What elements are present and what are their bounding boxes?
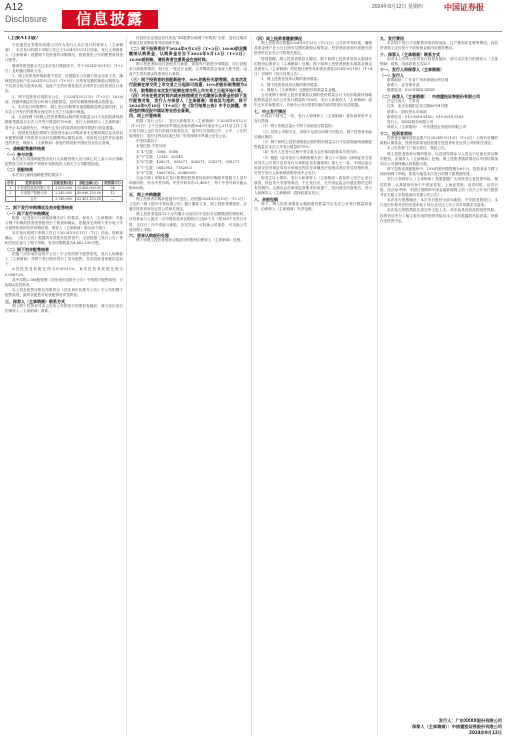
paragraph: （二）网下投资者应于2024年9月13日（T+2日）16:00前足额缴纳认购资金，认购资金应当于2024年9月13日（T+2日）16:00前到账，请投资者注意资金在途时间。: [129, 46, 247, 62]
column-4-body: [380, 36, 498, 224]
paragraph: 根据《证券发行与承销管理办法》的要求，保荐人（主承销商）对参与网下申购的投资者资格进行了核查和确认。依据深交所网下发行电子平台最终收到的有效申购结果，保荐人（主承销商）做出如下统计：: [5, 215, 123, 230]
paragraph: 末“6”位数：438271，638271，838271，238271，038271: [136, 160, 240, 165]
table-cell: 24: [103, 186, 123, 191]
issuer-line: 发行人：广东XXXX股份有限公司: [438, 718, 502, 723]
paragraph: 本公告所称“日”指交易日。特此公告。: [387, 146, 449, 151]
column-divider: [126, 36, 127, 736]
paragraph: 十二、投资者须知: [380, 130, 412, 136]
table-cell: 专项资产管理计划: [15, 191, 52, 196]
paragraph: 网上投资者放弃认购的股份，以及因结算参与人资金不足而无效认购的股份，由保荐人（主承销商）包销。网上投资者缴款情况以中国结算深圳分公司最终确认的数据为准。: [380, 151, 498, 166]
paragraph: 特别提醒，网上投资者缴款认购后，网下和网上投资者放弃认购部分的股份由保荐人（主承销商）包销。网下和网上投资者获配未缴款金额以及保荐人（主承销商）的包销比例等具体情况请见2024年9月18日（T+4日）刊登的《发行结果公告》。: [254, 56, 372, 77]
article-column-2: [129, 36, 247, 736]
paragraph: （三）网下投资者的获配新股中，90%的股份无限售期，自本次发行股票在深交所上市交易之日起即可流通；10%的股份限售期为6个月，限售期自本次发行股票在深交所上市交易之日起开始计算。: [129, 77, 247, 93]
paragraph: 当出现网下和网上投资者缴款认购的股份数量合计不足扣除最终战略配售数量后本次公开发行数量的70%时，发行人和保荐人（主承销商）将中止本次新股发行，并就中止发行的原因和后续安排进行信息披露。: [254, 93, 372, 108]
paragraph: 3、本次发行的股票中，网上发行的股票无流通限制及锁定期安排，自本次公开发行的股票在深交所上市之日起即可流通。: [5, 104, 123, 115]
paragraph: 联系地址：广东省广州市黄埔区科学城: [387, 77, 449, 82]
table-header-cell: 获配股数(股): [53, 180, 74, 185]
column-1-body: [5, 43, 123, 178]
column-divider: [377, 36, 378, 736]
paragraph: （4）发行人在发行过程中发生重大会后事项影响本次发行的；: [261, 150, 361, 155]
table-cell: 33,405,000.00: [76, 186, 101, 190]
paragraph: 三、保荐人（主承销商）联系方式: [5, 298, 65, 304]
paragraph: （5）根据《证券发行与承销管理办法》第五十六条和《深圳证券交易所首次公开发行证券发行与承销业务实施细则》第七十一条，中国证监会和深交所发现证券发行承销过程存在涉嫌违法违规或者存在异常情形的，可责令发行人和承销商暂停或中止发行。: [254, 155, 372, 175]
table-cell: 83,401,150.00: [76, 196, 101, 201]
section-label: Disclosure: [5, 14, 48, 24]
paragraph: （四）网上投资者缴款情况: [254, 36, 302, 41]
paragraph: （2）若网上申购不足，申购不足部分向网下回拨后，网下投资者未能足额认购的；: [254, 129, 372, 139]
paragraph: （四）对未在规定时间内或未按照规定方式缴纳认购资金的网下发行配售对象，发行人与保荐人（主承销商）将视其为违约，将于2024年9月18日（T+4日）在《发行结果公告》中予以披露，并将违约情况报中国证券业协会备案。: [129, 92, 247, 114]
paragraph: 网上网下投资者对本公告所公布的发行结果如有疑问，请与本次发行的保荐人（主承销商）联系。: [5, 303, 123, 313]
paragraph: 4、当出现网下和网上投资者缴款认购的股份数量合计不足扣除最终战略配售数量后本次公开发行数量的70%时，发行人和保荐人（主承销商）将中止本次新股发行，并就中止发行的原因和后续安排进行信息披露。: [5, 115, 123, 130]
paragraph: 八、余股包销: [254, 196, 278, 202]
table-cell: 1,500,000: [52, 186, 75, 191]
paragraph: 根据《发行公告》，发行人和保荐人（主承销商）于2024年9月12日（T+1日）上午在深圳市罗湖区深南东路5045号深业中心311室主持了本次发行网上定价发行的摇号抽签仪式。摇号仪式按照公开、公平、公正的原则进行，摇号过程及结果已经广东省深圳市罗湖公证处公证。: [129, 118, 247, 138]
placement-table: [5, 180, 123, 203]
table-cell: —: [103, 196, 123, 201]
paragraph: 法定代表人：王常青: [387, 99, 420, 103]
paragraph: 联系电话：010-5618 6160，010-5618 6169: [387, 114, 464, 119]
table-header-cell: 序号: [7, 180, 14, 185]
paragraph: 3、保荐人（主承销商）包销股份的数量及金额。: [261, 87, 339, 92]
column-3-body: [254, 36, 372, 212]
paragraph: 五、网上申购缴款: [129, 191, 161, 197]
table-body: [6, 186, 123, 202]
paragraph: 联系电话：020-XXXX XXXX: [387, 88, 435, 93]
paragraph: 网上投资者申购新股摇号中签后，应依据2024年9月13日（T+2日）公告的《网上摇号中签结果公告》履行缴款义务，网上投资者缴款时，应遵守投资者所在证券公司相关规定。: [129, 196, 247, 212]
newspaper-masthead: 中国证券报: [444, 2, 484, 12]
continuation-title: （上接A11版）: [5, 36, 41, 41]
paragraph: 凡参与网上申购本次发行股票的投资者持有的申购配号尾数与上述号码相同的，则为中签号码。中签号码共有21,480个，每个中签号码只能认购500股。: [129, 176, 247, 191]
paragraph: 本次网下发行不向配售对象收取佣金、过户费和印花税等费用。向投资者网上定价发行不收取佣金和印花税等费用。: [380, 41, 498, 51]
section-banner: 信息披露: [62, 10, 158, 29]
paragraph: 投资者应确保其资金账户在2024年9月13日（T+2日）日终有足额的新股认购资金，投资者款项划付需遵守投资者所在证券公司的相关规定。: [380, 135, 498, 146]
table-row: [6, 196, 123, 201]
column-2-body: [129, 36, 247, 243]
paragraph: 2、网下投资者应根据本公告，于2024年9月13日（T+2日）16:00前，按最终确定的发行价格与获配数量，及时足额缴纳新股认购资金。: [5, 94, 123, 104]
paragraph: 住所：北京市朝阳区安立路66号4号楼: [387, 104, 448, 109]
table-cell: 2: [6, 191, 16, 196]
paragraph: 本次发行的股票拟在深交所主板上市。该市场具有较高的投资风险。投资者应充分了解主板市场的投资风险及本公司所披露的风险因素，审慎作出投资决定。: [380, 208, 498, 223]
paragraph: 末“5”位数：12345，62345: [136, 155, 183, 160]
paragraph: 十、保荐人（主承销商）联系方式: [380, 51, 440, 57]
paragraph: （一）参与对象: [5, 151, 33, 157]
paragraph: 末“8”位数：19837615，82465092: [136, 170, 197, 175]
paragraph: 5、提供有效报价的网下投资者未参与申购或者未足额申购以及获得初步配售的网下投资者未及时足额缴纳认购资金的，将被视为违约并应承担违约责任，保荐人（主承销商）将违约情况报中国证券业协会备案。: [5, 130, 123, 145]
paragraph: 九、发行费用: [380, 36, 404, 41]
paragraph: 网下投资者获配股份中，10%的股份限售期为6个月，投资者参与网下询价和网下申购，即视为接受本次发行的网下限售期安排。: [380, 167, 498, 177]
paragraph: 敬请投资者重点关注本次发行缴款环节，并于2024年9月13日（T+2日）及时履行缴款义务。: [5, 63, 123, 73]
paragraph: 以上初步配售安排及结果符合《初步询价及推介公告》中公布的网下配售原则，最终各配售对象获配情况详见附表。: [5, 288, 123, 298]
column-1-body-continued: [5, 205, 123, 314]
paragraph: 一、战略配售最终结果: [5, 146, 45, 152]
page-code: A12: [5, 2, 23, 13]
paragraph: 网下和网上投资者放弃认购部分的股份由保荐人（主承销商）包销。: [136, 238, 244, 243]
paragraph: 根据《初步询价及推介公告》中公布的网下配售原则，发行人和保荐人（主承销商）对网下发行股份进行了初步配售，各类投资者获配信息如下：: [5, 252, 123, 267]
signature-date: 2024年9月12日: [469, 730, 502, 735]
table-cell: 2,245,000: [52, 191, 75, 196]
underwriter-line: 保荐人（主承销商）：中信建投证券股份有限公司: [411, 724, 502, 729]
table-cell: 12: [103, 191, 123, 196]
paragraph: 本次发行股票概况：本次发行股份全部为新股，不安排老股转让。本次发行价格对应的市盈率低于同行业可比上市公司平均静态市盈率。: [380, 198, 498, 208]
issue-date: 2024年9月12日 星期四: [372, 4, 423, 10]
paragraph: 网上投资者连续12个月内累计出现3次中签但未足额缴款的情形时，自结算参与人最近一次申报其放弃认购的次日起6个月（按180个自然日计算，含次日）内不得参与新股、存托凭证、可转换公司债券、可交换公司债券网上申购。: [129, 212, 247, 232]
table-header-cell: 获配金额(元): [75, 180, 103, 185]
paragraph: （一）网下发行申购情况: [5, 210, 49, 216]
paragraph: （二）网下初步配售结果: [5, 246, 49, 252]
column-divider: [251, 36, 252, 736]
paragraph: 付款时应注明证券代码及“XX股票名称网下申购款”字样，没有注明或者备注信息错误将导致划款失败。: [129, 36, 247, 46]
table-cell: 3,745,000: [52, 196, 75, 201]
article-column-3: [254, 36, 372, 736]
paragraph: 末“7”位数：5682903，7182903: [136, 165, 192, 170]
paragraph: 联系人：证券事务部: [387, 83, 420, 88]
table-cell: 1: [6, 186, 16, 191]
paragraph: 十一、发行人和保荐人（主承销商）: [380, 67, 444, 73]
paragraph: 本次发行的网下申购工作已于2024年9月11日（T日）结束。经核查确认，《发行公告》披露的有效报价投资者中，全部按照《发行公告》等相关规定参与了网下申购，有效申购数量为4,862,150万股。: [5, 231, 123, 246]
paragraph: 网下、网上投资者缴款认购的股份数量不足本次公开发行数量的部分，由保荐人（主承销商）负责包销。: [254, 202, 372, 212]
paragraph: A类投资者获配比例为0.01012%，B类投资者获配比例为0.00872%。: [5, 267, 123, 277]
paragraph: （一）发行人: [380, 72, 404, 78]
paragraph: 如对本公告所公布的发行结果有疑问，请与本次发行的保荐人（主承销商）联系。具体联系方式如下：: [380, 56, 498, 67]
table-cell: 中信建投投资有限公司: [17, 186, 51, 190]
table-cell: [6, 196, 16, 201]
paragraph: 1、网上投资者申购新股中签后，应根据本公告履行资金交收义务，确保其资金账户在2024年9月13日（T+2日）日终有足额的新股认购资金，不足部分视为放弃认购，由此产生的后果及相关法律责任由投资者自行承担。: [5, 74, 123, 94]
paragraph: 联系人：股权资本市场部: [387, 109, 427, 114]
paragraph: （1）网下申购总量小于网下初始发行数量的；: [261, 124, 336, 129]
paragraph: 如发生以上情形，发行人和保荐人（主承销商）将及时公告中止发行原因、恢复发行安排等事宜。中止发行后，在中国证监会同意注册决定的有效期内，且满足会后事项监管要求的前提下，经向深交所备案后，发行人和保荐人（主承销商）将择机重启发行。: [254, 176, 372, 196]
paragraph: （二）获配结果: [5, 167, 33, 173]
article-column-1: [5, 36, 123, 736]
table-header-cell: 投资者名称: [15, 180, 52, 185]
table-cell: 49,996,150.00: [76, 191, 101, 196]
table-header-cell: 限售期(月): [104, 180, 121, 185]
paragraph: 保荐人（主承销商）：中信建投证券股份有限公司: [387, 125, 467, 130]
paragraph: 本次发行的战略配售由发行人高级管理人员与核心员工参与本次战略配售设立的专项资产管理计划和保荐人相关子公司跟投组成。: [5, 156, 123, 166]
paragraph: （3）网下和网上投资者缴款认购的股份数量合计不足扣除最终战略配售数量后本次公开发行数量的70%；: [254, 139, 372, 150]
article-column-4: [380, 36, 498, 714]
paragraph: 发行人：XXXX股份有限公司: [387, 120, 434, 125]
paragraph: 其中零股2,186股按照《初步询价及推介公告》中的网下配售原则，分配给A类投资者。: [5, 277, 123, 287]
paragraph: 2、网下投资者放弃认购的股份数量；: [261, 82, 321, 87]
paragraph: 四、网上中签结果: [129, 113, 161, 119]
paragraph: 1、网上投资者放弃认购的股份数量；: [261, 77, 321, 82]
paragraph: 七、中止发行情况: [254, 108, 286, 114]
paragraph: 网上投资者应根据2024年9月13日（T+2日）公告的中签结果，确保其资金账户在当日日终有足额的新股认购资金，投资者款项划付需遵守投资者所在证券公司的相关规定。: [254, 41, 372, 56]
header-divider: [4, 31, 502, 32]
paragraph: 网下投资者如同日获配多只新股，请按每只新股分别缴款。同日获配多只新股的情况，如只汇一笔总计金额，合并缴款将会造成入账失败，由此产生的后果由投资者自行承担。: [129, 61, 247, 77]
paragraph: 中签结果如下：: [136, 139, 162, 144]
paragraph: 中信建投证券股份有限公司作为发行人本次发行的保荐人（主承销商），本次发行的网下申购工作已于2024年9月11日结束，发行人和保荐人（主承销商）根据网下投资者的申购情况，按照预先公布的配售原则进行配售。: [5, 43, 123, 63]
paragraph: 发行人和保荐人（主承销商）郑重提醒广大投资者注意投资风险，理性投资，认真阅读刊登于中国证券报、上海证券报、证券时报、证券日报、经济参考网、中国日报网和中国金融新闻网上的《首次公开发行股票并在主板上市招股意向书提示性公告》。: [380, 177, 498, 197]
paragraph: 末尾位数 中签号码: [136, 144, 166, 149]
issuer-signature: [380, 718, 502, 736]
paragraph: （二）保荐人（主承销商）：中信建投证券股份有限公司: [380, 93, 480, 99]
paragraph: 本次发行最终战略配售结果如下：: [12, 172, 66, 177]
table-cell: 合计: [15, 196, 52, 201]
paragraph: 六、放弃认购股份处理: [129, 232, 169, 238]
paragraph: 出现以下情况之一的，发行人和保荐人（主承销商）将协商采取中止发行措施：: [254, 113, 372, 123]
paragraph: 末“4”位数：5086，0086: [136, 149, 179, 154]
paragraph: 二、网下发行申购情况及初步配售结果: [5, 205, 73, 211]
